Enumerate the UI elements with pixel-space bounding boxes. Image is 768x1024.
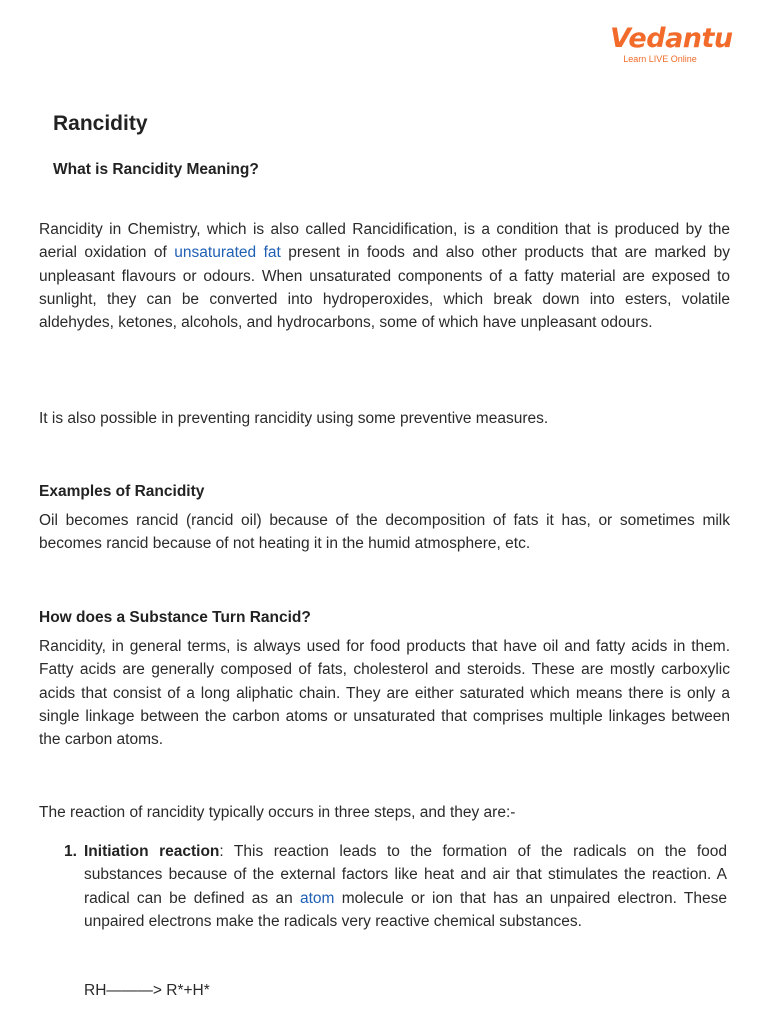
vedantu-logo[interactable] bbox=[610, 22, 733, 64]
steps-intro-paragraph: The reaction of rancidity typically occurs in three steps, and they are:- bbox=[39, 804, 516, 821]
step-number: 1. bbox=[64, 843, 77, 860]
logo-wordmark: Vedantu bbox=[610, 23, 733, 54]
prevention-paragraph: It is also possible in preventing rancidity using some preventive measures. bbox=[39, 410, 549, 427]
examples-paragraph: Oil becomes rancid (rancid oil) because of the decomposition of fats it has, or sometimes milk becomes rancid because of not heating it in the humid atmosphere, etc. bbox=[39, 512, 730, 553]
how-rancid-heading: How does a Substance Turn Rancid? bbox=[39, 609, 311, 626]
section-title-meaning: What is Rancidity Meaning? bbox=[53, 161, 259, 178]
step-term: Initiation reaction bbox=[84, 843, 220, 860]
step-text-start: : This reaction leads to the formation of the radicals on the food substances because of the external factors like heat and air that stimulates the reaction. A radical can be defined as an bbox=[84, 843, 727, 907]
intro-text-end: present in foods and also other products that are marked by unpleasant flavours or odours. When unsaturated components of a fatty material are exposed to sunlight, they can be converted into hydroperoxides, which break down into esters, volatile aldehydes, ketones, alcohols, and hydrocarbons, some of which have unpleasant odours. bbox=[39, 244, 730, 332]
step-text-end: molecule or ion that has an unpaired electron. These unpaired electrons make the radicals very reactive chemical substances. bbox=[84, 889, 727, 930]
intro-paragraph bbox=[39, 218, 730, 334]
examples-heading: Examples of Rancidity bbox=[39, 483, 205, 500]
reaction-equation: RH———> R*+H* bbox=[84, 982, 210, 999]
atom-link[interactable]: atom bbox=[299, 889, 335, 907]
page-title: Rancidity bbox=[53, 112, 148, 135]
step-list-item-1 bbox=[64, 840, 727, 933]
how-rancid-paragraph: Rancidity, in general terms, is always used for food products that have oil and fatty acids in them. Fatty acids are generally composed of fats, cholesterol and steroids. These are mostly carboxylic acids that consist of a long aliphatic chain. They are either saturated which means there is only a single linkage between the carbon atoms or unsaturated that comprises multiple linkages between the carbon atoms. bbox=[39, 638, 730, 749]
logo-tagline: Learn LIVE Online bbox=[623, 54, 697, 64]
unsaturated-fat-link[interactable]: unsaturated fat bbox=[174, 244, 281, 262]
intro-text-start: Rancidity in Chemistry, which is also called Rancidification, is a condition that is produced by the aerial oxidation of bbox=[39, 221, 730, 262]
step-body bbox=[84, 840, 727, 933]
